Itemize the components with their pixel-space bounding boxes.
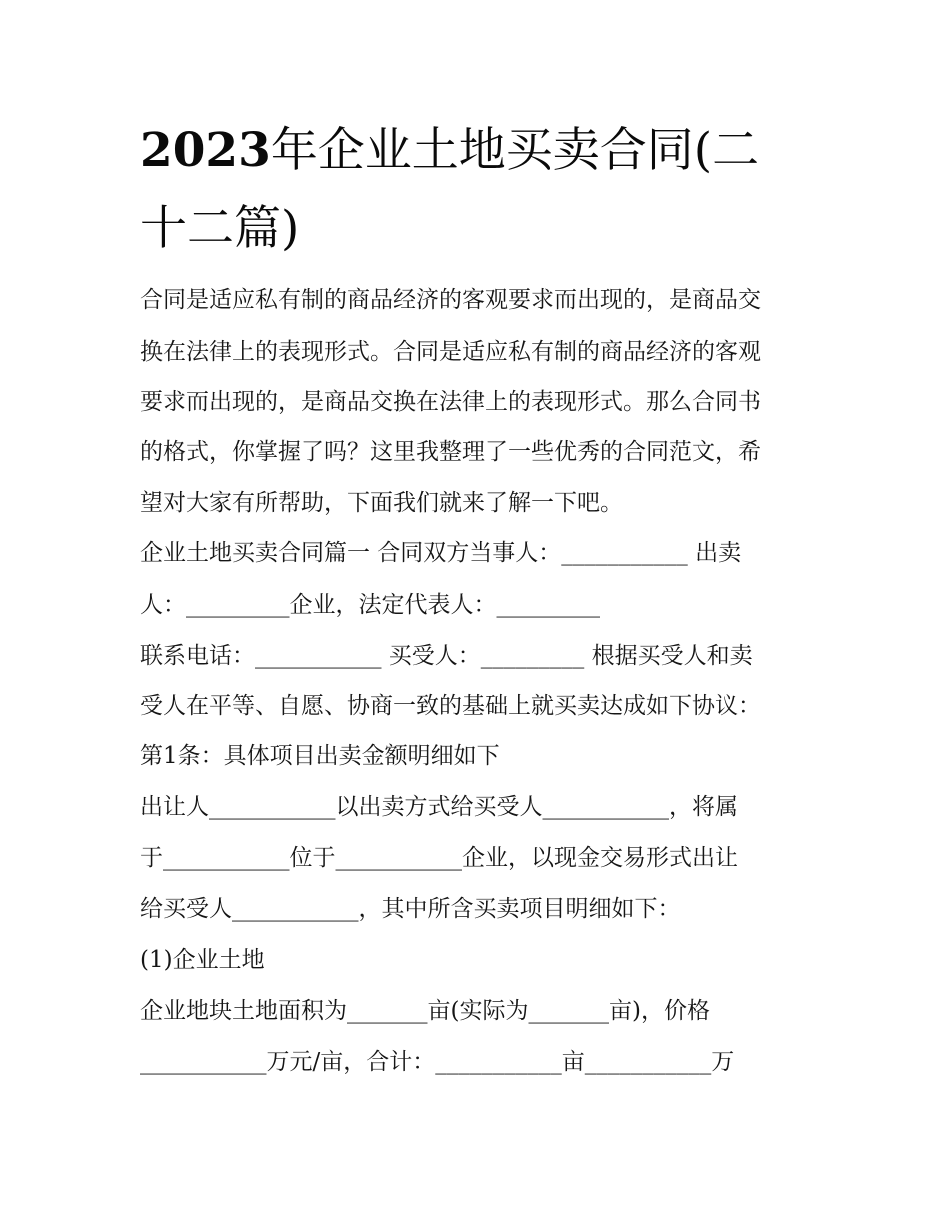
body-line: (1)企业土地	[140, 947, 265, 973]
body-line: 企业土地买卖合同篇一 合同双方当事人：___________ 出卖	[140, 540, 742, 566]
title-year: 2023	[140, 123, 271, 178]
body-line: ___________万元/亩，合计：___________亩___________万	[140, 1049, 735, 1075]
body-line: 合同是适应私有制的商品经济的客观要求而出现的，是商品交	[140, 287, 761, 313]
body-line: 换在法律上的表现形式。合同是适应私有制的商品经济的客观	[140, 339, 761, 365]
body-line: 受人在平等、自愿、协商一致的基础上就买卖达成如下协议：	[140, 693, 761, 719]
body-line: 人：_________企业，法定代表人：_________	[140, 592, 600, 618]
body-line: 企业地块土地面积为_______亩(实际为_______亩)，价格	[140, 998, 710, 1024]
body-line: 第1条：具体项目出卖金额明细如下	[140, 743, 500, 769]
body-line: 的格式，你掌握了吗？这里我整理了一些优秀的合同范文，希	[140, 439, 761, 465]
body-line: 联系电话：___________ 买受人：_________ 根据买受人和卖	[140, 643, 753, 669]
body-line: 于___________位于___________企业，以现金交易形式出让	[140, 845, 738, 871]
title-rest: 年企业土地买卖合同(二	[270, 123, 760, 178]
title-line-2: 十二篇)	[140, 201, 300, 256]
body-line: 要求而出现的，是商品交换在法律上的表现形式。那么合同书	[140, 389, 761, 415]
body-line: 给买受人___________，其中所含买卖项目明细如下：	[140, 896, 681, 922]
document-title	[140, 112, 830, 268]
body-line: 望对大家有所帮助，下面我们就来了解一下吧。	[140, 490, 623, 516]
body-line: 出让人___________以出卖方式给买受人___________，将属	[140, 794, 738, 820]
